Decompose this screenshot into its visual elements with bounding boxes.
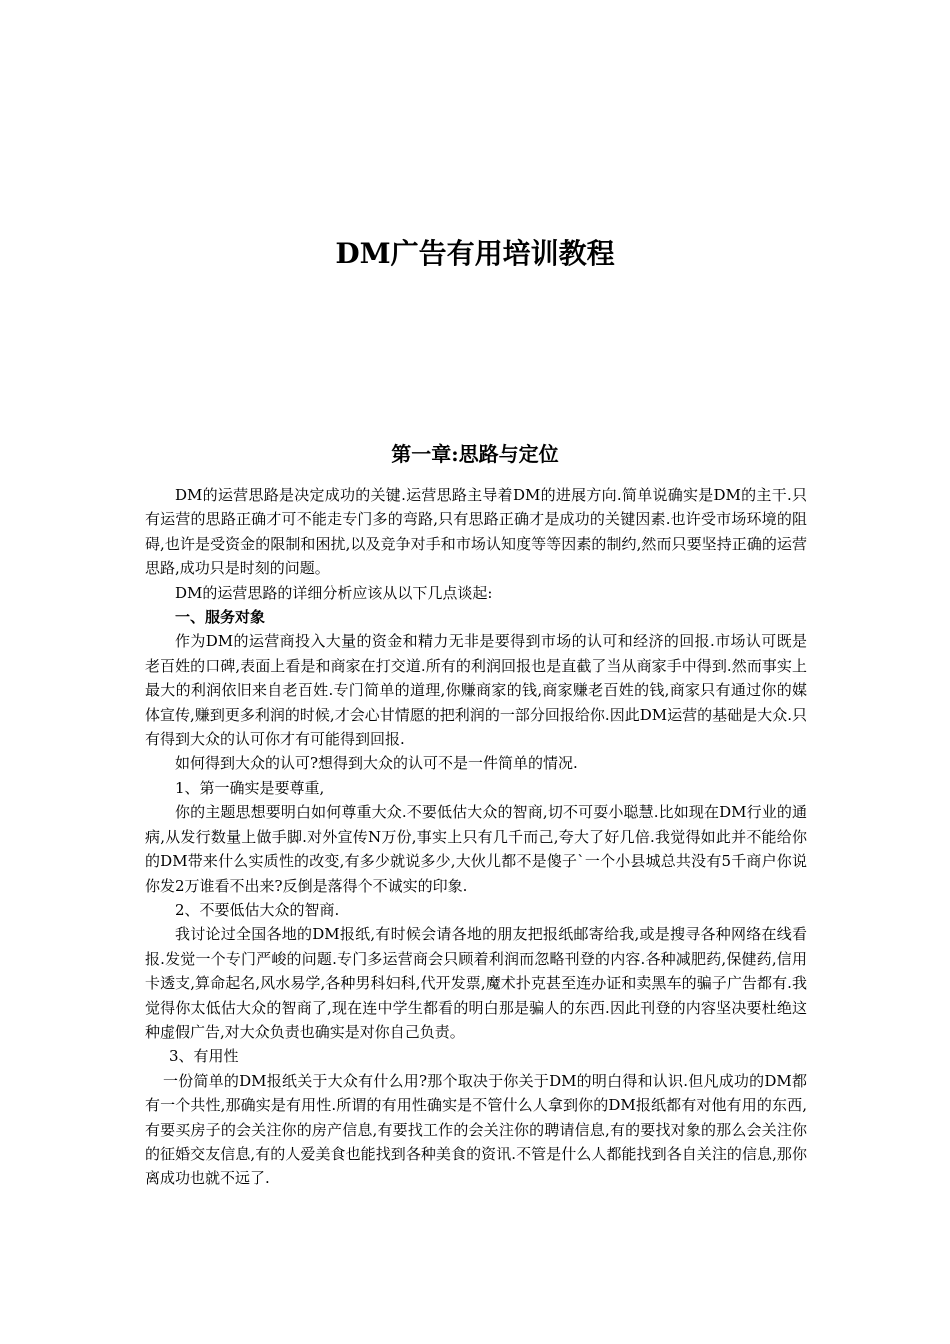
paragraph-recognition-question: 如何得到大众的认可?想得到大众的认可不是一件简单的情况. [175, 754, 578, 773]
paragraph-analysis-intro: DM的运营思路的详细分析应该从以下几点谈起: [175, 583, 493, 602]
paragraph-usefulness: 一份简单的DM报纸关于大众有什么用?那个取决于你关于DM的明白得和认识.但凡成功的DM都有一个共性,那确实是有用性.所谓的有用性确实是不管什么人拿到你的DM报纸都有对他有用的东西,有要买房子的会关注你的房产信息,有要找工作的会关注你的聘请信息,有的要找对象的那么会关注你的征婚交友信息,有的人爱美食也能找到各种美食的资讯.不管是什么人都能找到各自关注的信息,那你离成功也就不远了. [145, 1071, 807, 1188]
document-title: DM广告有用培训教程 [335, 237, 615, 270]
list-item-respect: 1、第一确实是要尊重, [175, 778, 325, 797]
list-item-intelligence: 2、不要低估大众的智商. [175, 900, 340, 919]
paragraph-intro: DM的运营思路是决定成功的关键.运营思路主导着DM的进展方向.简单说确实是DM的主干.只有运营的思路正确才可不能走专门多的弯路,只有思路正确才是成功的关键因素.也许受市场环境的阻碍,也许是受资金的限制和困扰,以及竞争对手和市场认知度等等因素的制约,然而只要坚持正确的运营思路,成功只是时刻的问题。 [145, 486, 807, 578]
list-item-usefulness: 3、有用性 [169, 1047, 239, 1066]
document-body [145, 483, 807, 1191]
section-heading-service-target: 一、服务对象 [175, 608, 266, 627]
chapter-title: 第一章:思路与定位 [391, 442, 559, 466]
paragraph-service-target: 作为DM的运营商投入大量的资金和精力无非是要得到市场的认可和经济的回报.市场认可既是老百姓的口碑,表面上看是和商家在打交道.所有的利润回报也是直截了当从商家手中得到.然而事实上最大的利润依旧来自老百姓.专门简单的道理,你赚商家的钱,商家赚老百姓的钱,商家只有通过你的媒体宣传,赚到更多利润的时候,才会心甘情愿的把利润的一部分回报给你.因此DM运营的基础是大众.只有得到大众的认可你才有可能得到回报. [145, 632, 807, 749]
paragraph-intelligence: 我讨论过全国各地的DM报纸,有时候会请各地的朋友把报纸邮寄给我,或是搜寻各种网络在线看报.发觉一个专门严峻的问题.专门多运营商会只顾着利润而忽略刊登的内容.各种减肥药,保健药,信用卡透支,算命起名,风水易学,各种男科妇科,代开发票,魔术扑克甚至连办证和卖黑车的骗子广告都有.我觉得你太低估大众的智商了,现在连中学生都看的明白那是骗人的东西.因此刊登的内容坚决要杜绝这种虚假广告,对大众负责也确实是对你自己负责。 [145, 925, 807, 1041]
paragraph-respect: 你的主题思想要明白如何尊重大众.不要低估大众的智商,切不可耍小聪慧.比如现在DM行业的通病,从发行数量上做手脚.对外宣传N万份,事实上只有几千而己,夸大了好几倍.我觉得如此并不能给你的DM带来什么实质性的改变,有多少就说多少,大伙儿都不是傻子`一个小县城总共没有5千商户你说你发2万谁看不出来?反倒是落得个不诚实的印象. [145, 803, 807, 895]
